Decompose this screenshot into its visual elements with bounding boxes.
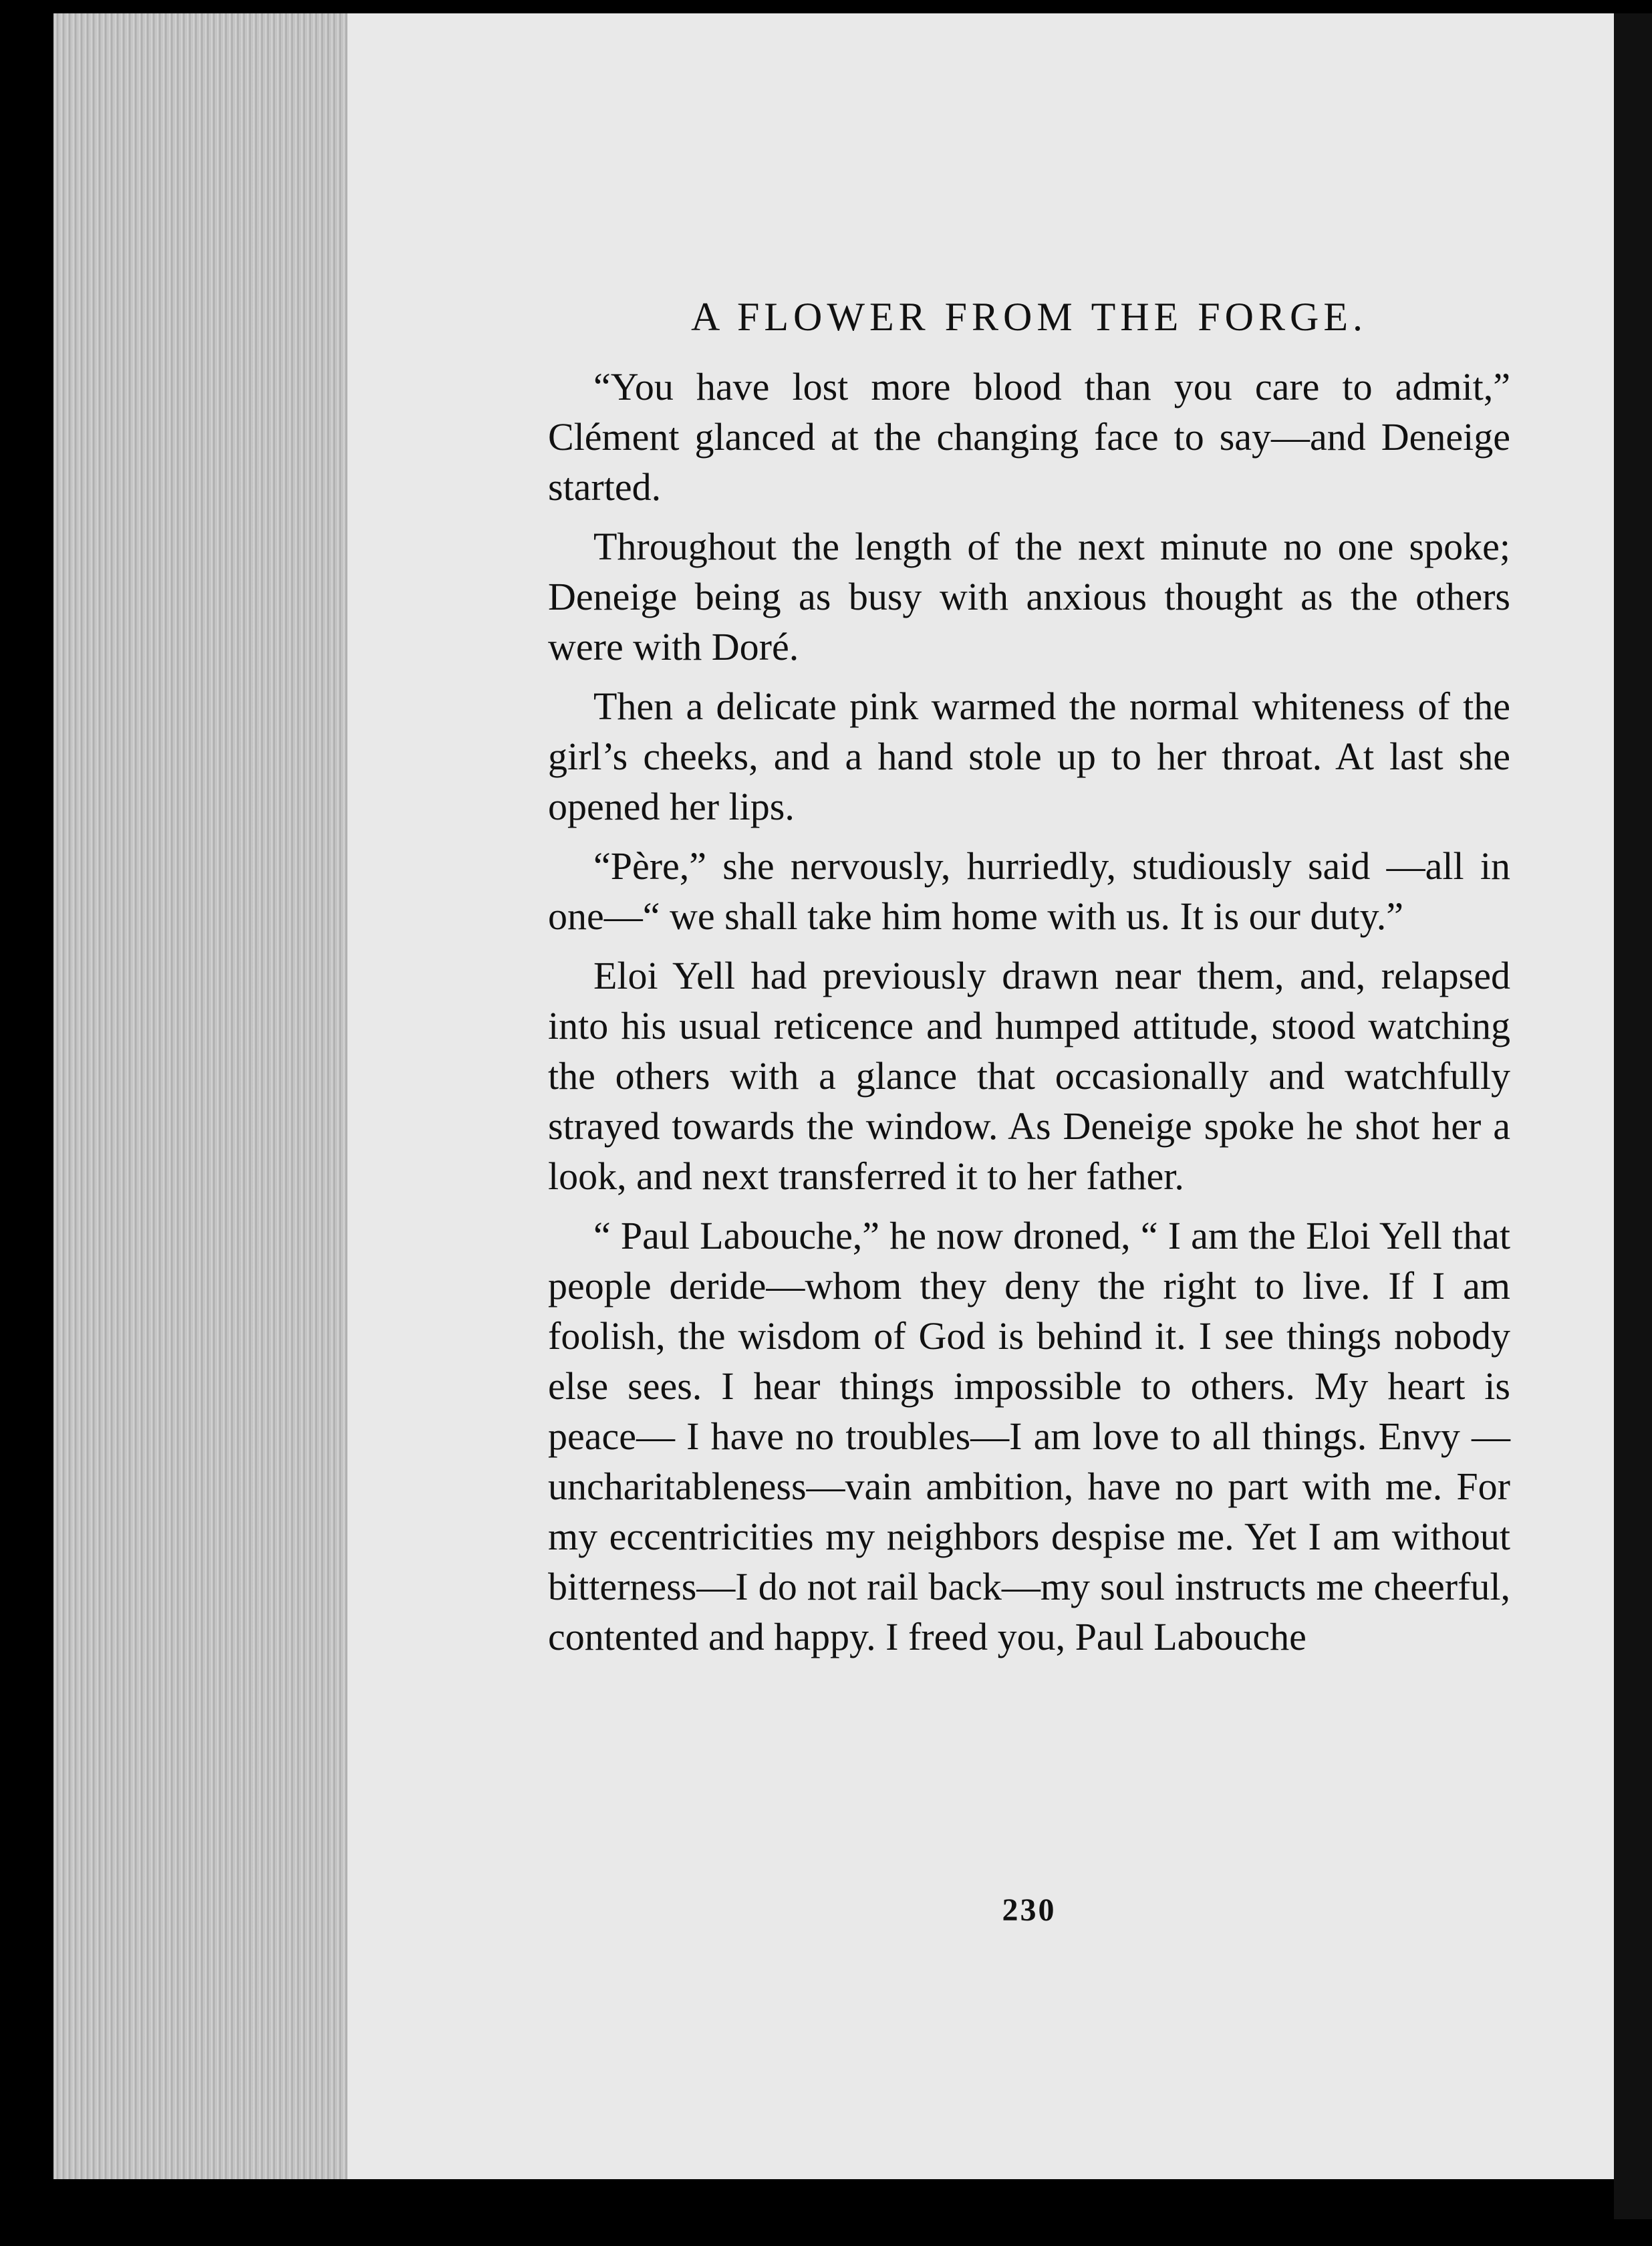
paragraph-6: “ Paul Labouche,” he now droned, “ I am the Eloi Yell that people deride—whom they deny the right to live. If I am foolish, the wisdom of God is behind it. I see things nobody else sees. I hear things impossible to others. My heart is peace— I have no troubles—I am love to all things. Envy —uncharitableness—vain ambition, have no part with me. For my eccentricities my neighbors despise me. Yet I am without bitterness—I do not rail back—my soul instructs me cheerful, contented and happy. I freed you, Paul Labouche — [548, 1214, 1510, 1658]
page-number: 230 — [1002, 1892, 1057, 1928]
scan-border-right — [1614, 13, 1652, 2219]
paragraph-5: Eloi Yell had previously drawn near them, and, relapsed into his usual reticence and humped attitude, stood watching the others with a glance that occasionally and watchfully strayed towards the window. As Deneige spoke he shot her a look, and next transferred it to her father. — [548, 954, 1510, 1198]
paragraph-1: “You have lost more blood than you care to admit,” Clément glanced at the changing face to say—and Deneige started. — [548, 365, 1510, 509]
paragraph-3: Then a delicate pink warmed the normal whiteness of the girl’s cheeks, and a hand stole up to her throat. At last she opened her lips. — [548, 684, 1510, 828]
book-page — [348, 13, 1614, 2179]
running-head: A FLOWER FROM THE FORGE. — [691, 295, 1367, 339]
paragraph-2: Throughout the length of the next minute no one spoke; Deneige being as busy with anxious thought as the others were with Doré. — [548, 525, 1510, 668]
text-block — [548, 294, 1510, 1928]
paragraph-4: “Père,” she nervously, hurriedly, studiously said —all in one—“ we shall take him home with us. It is our duty.” — [548, 844, 1510, 938]
page-edge-stack — [53, 13, 352, 2179]
